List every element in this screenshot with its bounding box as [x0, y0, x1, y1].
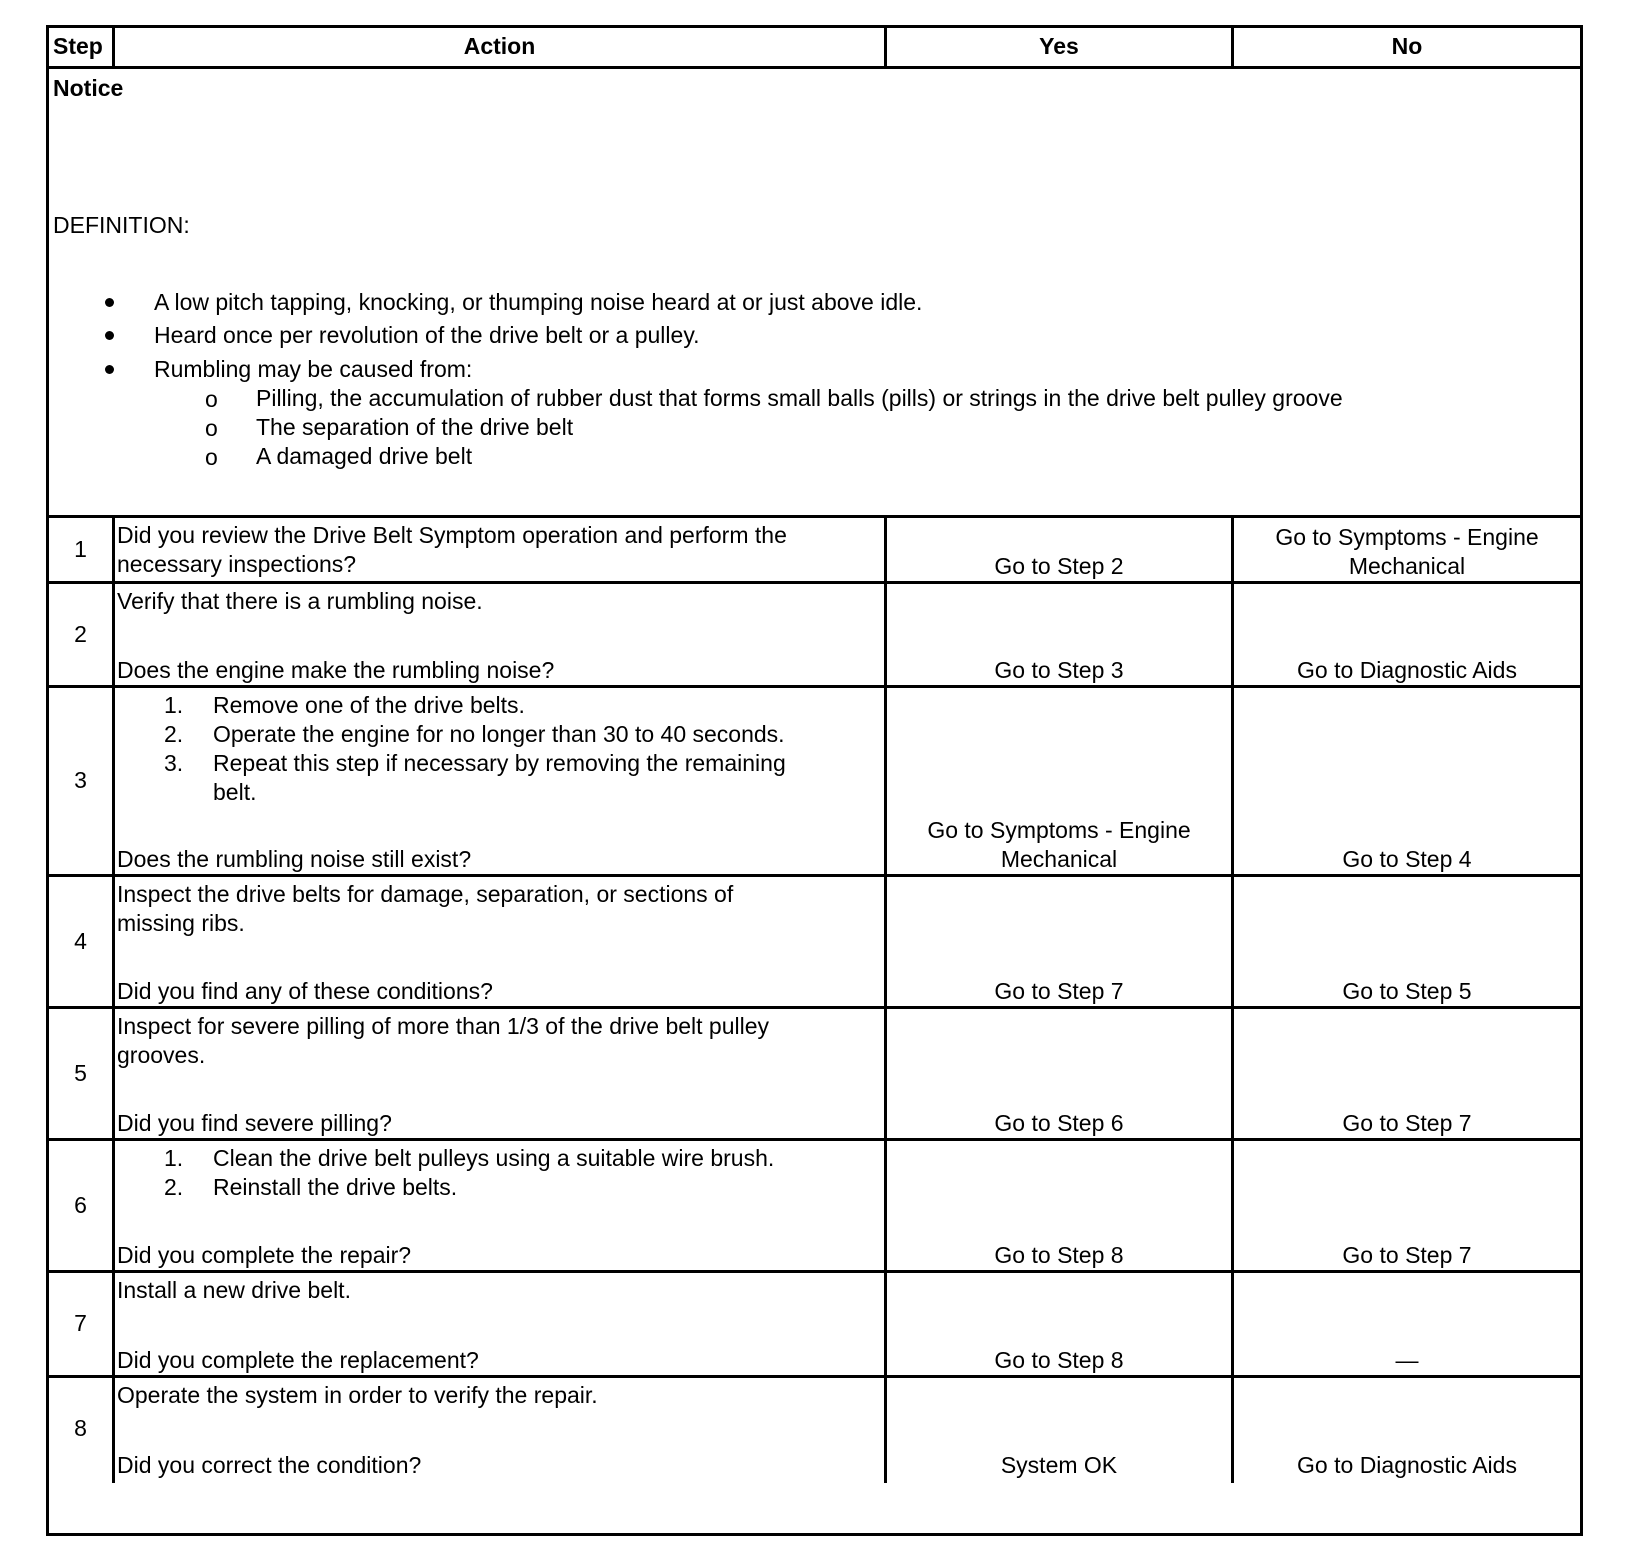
yes-result: Go to Step 3 [994, 657, 1124, 683]
step-number: 1 [74, 535, 87, 562]
step-action-text: missing ribs. [117, 910, 245, 936]
no-result: Go to Diagnostic Aids [1297, 657, 1517, 683]
bullet-icon [105, 331, 114, 340]
notice-bullet: Heard once per revolution of the drive belt or a pulley. [154, 322, 700, 348]
step-list-text: Reinstall the drive belts. [213, 1174, 458, 1200]
step-number: 5 [74, 1059, 87, 1086]
no-result: Go to Diagnostic Aids [1297, 1452, 1517, 1478]
notice-bullet: Rumbling may be caused from: [154, 356, 473, 382]
row-rule [49, 874, 1580, 877]
notice-sub-bullet: A damaged drive belt [256, 443, 473, 469]
header-no: No [1391, 33, 1423, 59]
column-divider [112, 1273, 115, 1378]
no-result: Go to Step 5 [1342, 978, 1472, 1004]
header-divider-1 [112, 28, 115, 69]
step-list-text: Remove one of the drive belts. [213, 692, 525, 718]
sub-bullet-marker: o [205, 444, 218, 470]
step-number: 6 [74, 1191, 87, 1218]
yes-result: Mechanical [1000, 846, 1118, 872]
column-divider [112, 877, 115, 1009]
step-list-text: belt. [213, 779, 257, 805]
yes-result: Go to Step 7 [994, 978, 1124, 1004]
step-list-number: 2. [164, 1174, 184, 1200]
row-rule [49, 1270, 1580, 1273]
step-number: 8 [74, 1415, 87, 1441]
bullet-icon [105, 298, 114, 307]
row-rule [49, 1375, 1580, 1378]
header-divider-3 [1231, 28, 1234, 69]
column-divider [112, 688, 115, 877]
step-action-text: necessary inspections? [117, 551, 357, 577]
notice-sub-bullet: Pilling, the accumulation of rubber dust that forms small balls (pills) or strings in the drive belt pulley groove [256, 385, 1343, 411]
yes-result: Go to Symptoms - Engine [927, 817, 1191, 843]
diagnostic-table [46, 25, 1583, 1536]
step-list-number: 1. [164, 692, 184, 718]
step-question: Did you complete the replacement? [117, 1347, 479, 1373]
row-rule [49, 685, 1580, 688]
definition-label: DEFINITION: [53, 212, 190, 238]
step-action-text: Operate the system in order to verify the repair. [117, 1382, 598, 1408]
step-question: Did you correct the condition? [117, 1452, 422, 1478]
sub-bullet-marker: o [205, 415, 218, 441]
step-question: Does the rumbling noise still exist? [117, 846, 472, 872]
no-result: Go to Step 7 [1342, 1242, 1472, 1268]
step-list-number: 3. [164, 750, 184, 776]
no-result: Go to Step 7 [1342, 1110, 1472, 1136]
step-action-text: Did you review the Drive Belt Symptom operation and perform the [117, 522, 787, 548]
step-question: Did you find severe pilling? [117, 1110, 392, 1136]
no-result: Go to Symptoms - Engine [1275, 524, 1539, 550]
notice-bullet: A low pitch tapping, knocking, or thumping noise heard at or just above idle. [154, 289, 923, 315]
step-action-text: grooves. [117, 1042, 206, 1068]
step-question: Does the engine make the rumbling noise? [117, 657, 555, 683]
bullet-icon [105, 365, 114, 374]
header-divider-2 [884, 28, 887, 69]
step-number: 4 [74, 927, 87, 954]
sub-bullet-marker: o [205, 386, 218, 412]
step-question: Did you complete the repair? [117, 1242, 412, 1268]
header-bottom-rule [49, 66, 1580, 69]
step-list-text: Operate the engine for no longer than 30 to 40 seconds. [213, 721, 785, 747]
step-list-text: Repeat this step if necessary by removing the remaining [213, 750, 786, 776]
no-result: Mechanical [1348, 553, 1466, 579]
step-action-text: Inspect for severe pilling of more than 1/3 of the drive belt pulley [117, 1013, 770, 1039]
step-number: 3 [74, 767, 87, 793]
step-list-number: 1. [164, 1145, 184, 1171]
header-action: Action [463, 33, 536, 59]
step-question: Did you find any of these conditions? [117, 978, 493, 1004]
step-action-text: Install a new drive belt. [117, 1277, 351, 1303]
no-result: Go to Step 4 [1342, 846, 1472, 872]
header-step: Step [53, 33, 103, 59]
column-divider [112, 584, 115, 688]
column-divider [112, 1009, 115, 1141]
row-rule [49, 1138, 1580, 1141]
step-list-text: Clean the drive belt pulleys using a suitable wire brush. [213, 1145, 775, 1171]
column-divider [112, 1141, 115, 1273]
row-rule [49, 581, 1580, 584]
step-action-text: Inspect the drive belts for damage, separation, or sections of [117, 881, 734, 907]
step-list-number: 2. [164, 721, 184, 747]
notice-bottom-rule [49, 515, 1580, 518]
yes-result: Go to Step 8 [994, 1347, 1124, 1373]
step-number: 2 [74, 620, 87, 647]
column-divider [112, 1378, 115, 1483]
column-divider [112, 518, 115, 584]
header-yes: Yes [1039, 33, 1079, 59]
no-result: — [1395, 1347, 1419, 1373]
yes-result: Go to Step 6 [994, 1110, 1124, 1136]
step-number: 7 [74, 1310, 87, 1336]
yes-result: Go to Step 8 [994, 1242, 1124, 1268]
yes-result: System OK [1000, 1452, 1118, 1478]
notice-title: Notice [53, 75, 124, 101]
row-rule [49, 1006, 1580, 1009]
yes-result: Go to Step 2 [994, 553, 1124, 579]
step-action-text: Verify that there is a rumbling noise. [117, 588, 483, 614]
notice-sub-bullet: The separation of the drive belt [256, 414, 574, 440]
